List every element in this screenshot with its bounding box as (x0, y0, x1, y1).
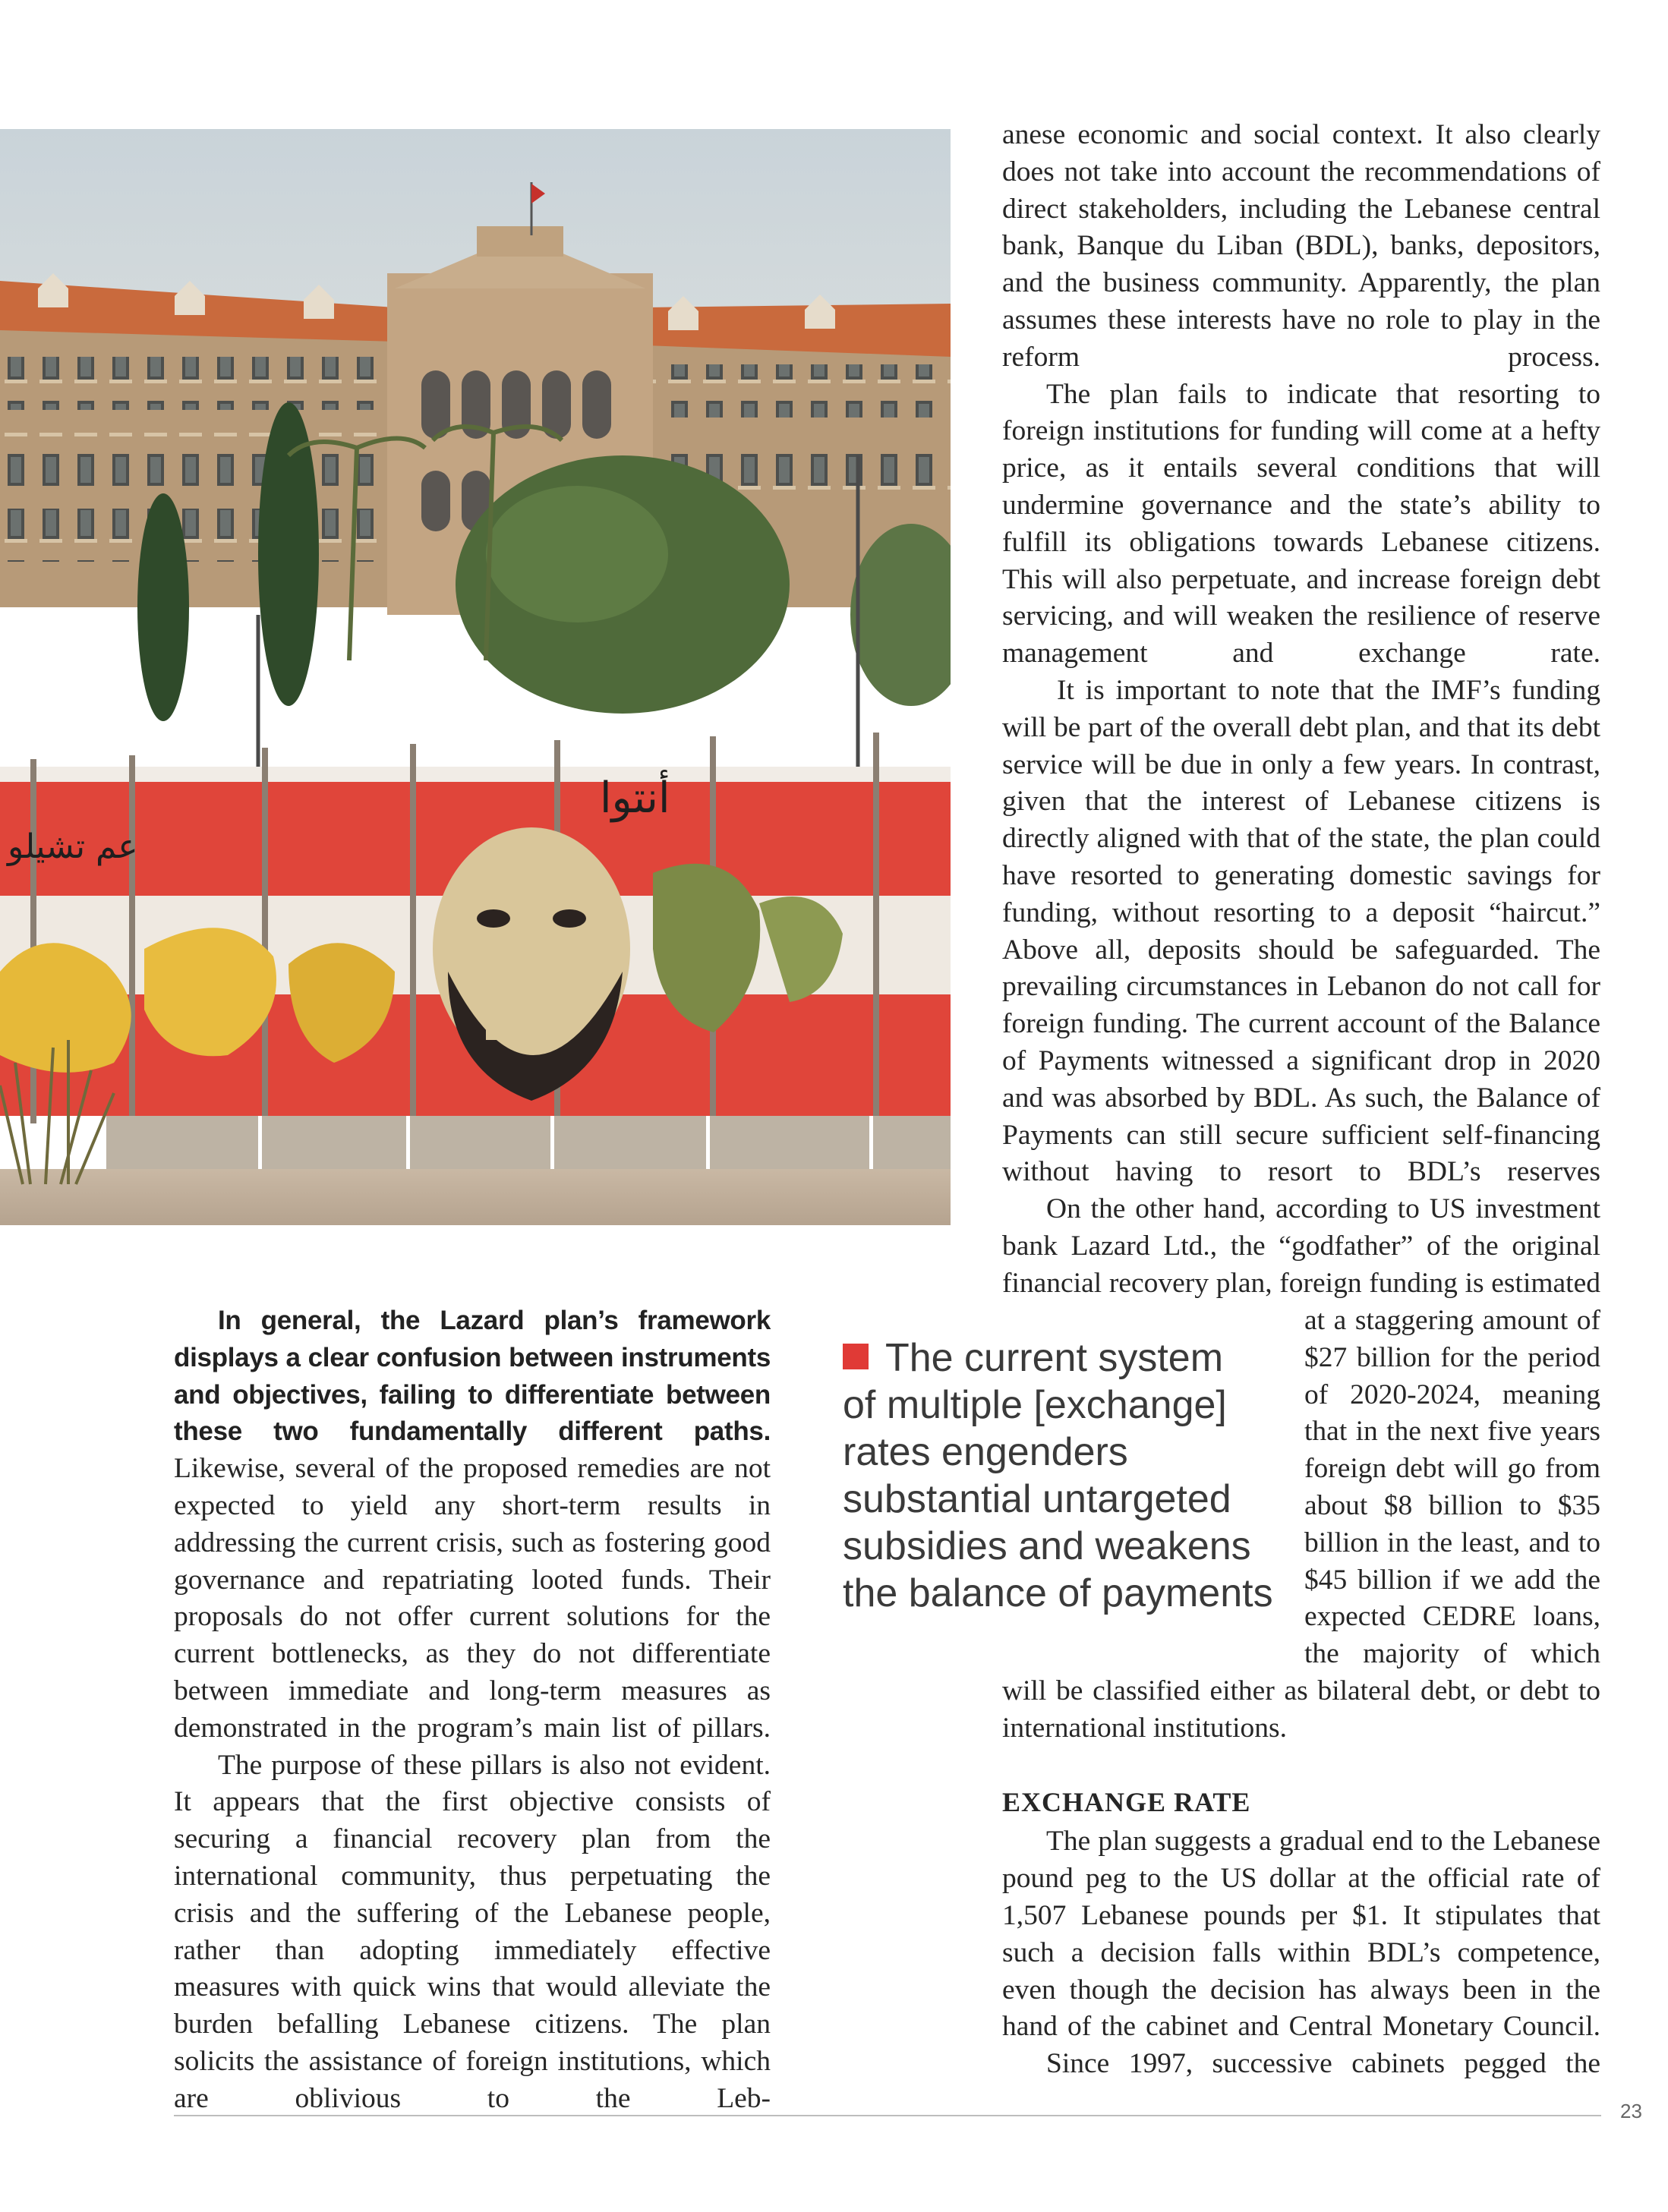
pull-quote-line: the balance of payments (843, 1571, 1273, 1615)
paragraph-lead (174, 1303, 771, 1747)
footer-rule (174, 2115, 1601, 2116)
pull-quote-marker (843, 1344, 869, 1369)
paragraph-since-1997: Since 1997, successive cabinets pegged the (1046, 2048, 1600, 2080)
pull-quote (843, 1334, 1283, 1617)
paragraph-bilateral-debt: will be classified either as bilateral debt, or debt to international institutions. (1002, 1675, 1600, 1744)
paragraph-peg: The plan suggests a gradual end to the Lebanese pound peg to the US dollar at the official rate of 1,507 Lebanese pounds per $1. It stipulates that such a decision falls within BDL’s competence, even though the decision has always been in the hand of the cabinet and Central Monetary Council. (1002, 1826, 1600, 2043)
paragraph-pillars: The purpose of these pillars is also not evident. It appears that the first objective consists of securing a financial recovery plan from the international community, thus perpetuating the crisis and the suffering of the Lebanese people, rather than adopting immediately effective measures with quick wins that would alleviate the burden befalling Lebanese citizens. The plan solicits the assistance of foreign institutions, which are oblivious to the Leb- (174, 1749, 771, 2114)
article-photo (0, 129, 951, 1225)
lead-rest: Likewise, several of the proposed remedies are not expected to yield any short-term results in addressing the current crisis, such as fostering good governance and repatriating looted funds. Their proposals do not offer current solutions for the current bottlenecks, as they do not differentiate between immediate and long-term measures as demonstrated in the program’s main list of pillars. (174, 1453, 771, 1744)
narrow-column (1304, 1303, 1600, 1673)
paragraph-staggering-amount: at a staggering amount of $27 billion for the period of 2020-2024, meaning that in the next five years foreign debt will go from about $8 billion to $35 billion in the least, and to $45 billion if we add the expected CEDRE loans, the majority of which (1304, 1305, 1600, 1670)
pull-quote-line: The current system (885, 1336, 1224, 1380)
photo-illustration (0, 129, 951, 1225)
pull-quote-line: subsidies and weakens (843, 1524, 1251, 1568)
pull-quote-line: of multiple [exchange] (843, 1383, 1227, 1427)
graffiti-word-2: عم تشيلو (8, 827, 138, 866)
right-column-bottom (1002, 1673, 1600, 2083)
left-column (174, 1303, 771, 2118)
graffiti-word-1: أنتوا (600, 774, 670, 823)
paragraph-foreign-institutions: The plan fails to indicate that resorting to foreign institutions for funding will come at a hefty price, as it entails several conditions that will undermine governance and the state’s ability to fulfill its obligations towards Lebanese citizens. This will also perpetuate, and increase foreign debt servicing, and will weaken the resilience of reserve management and exchange rate. (1002, 378, 1600, 670)
pull-quote-line: substantial untargeted (843, 1477, 1231, 1521)
right-column-top (1002, 117, 1600, 1303)
paragraph-lazard-funding: On the other hand, according to US investment bank Lazard Ltd., the “godfather” of the original financial recovery plan, foreign funding is estimated (1002, 1193, 1600, 1299)
paragraph-continuation: anese economic and social context. It also clearly does not take into account the recommendations of direct stakeholders, including the Lebanese central bank, Banque du Liban (BDL), banks, depositors, and the business community. Apparently, the plan assumes these interests have no role to play in the reform process. (1002, 119, 1600, 373)
section-heading-exchange-rate: EXCHANGE RATE (1002, 1786, 1251, 1817)
paragraph-imf-funding: It is important to note that the IMF’s funding will be part of the overall debt plan, and that its debt service will be due in only a few years. In contrast, given that the interest of Lebanese citizens is directly aligned with that of the state, the plan could have resorted to generating domestic savings for funding, without resorting to a deposit “haircut.” Above all, deposits should be safeguarded. The prevailing circumstances in Lebanon do not call for foreign funding. The current account of the Balance of Payments witnessed a significant drop in 2020 and was absorbed by BDL. As such, the Balance of Payments can still secure sufficient self-financing without having to resort to BDL’s reserves (1002, 674, 1600, 1188)
lead-in-bold: In general, the Lazard plan’s framework displays a clear confusion between instruments and objectives, failing to differentiate between these two fundamentally different paths. (174, 1306, 771, 1447)
page-number: 23 (1620, 2100, 1642, 2122)
pull-quote-line: rates engenders (843, 1430, 1128, 1474)
